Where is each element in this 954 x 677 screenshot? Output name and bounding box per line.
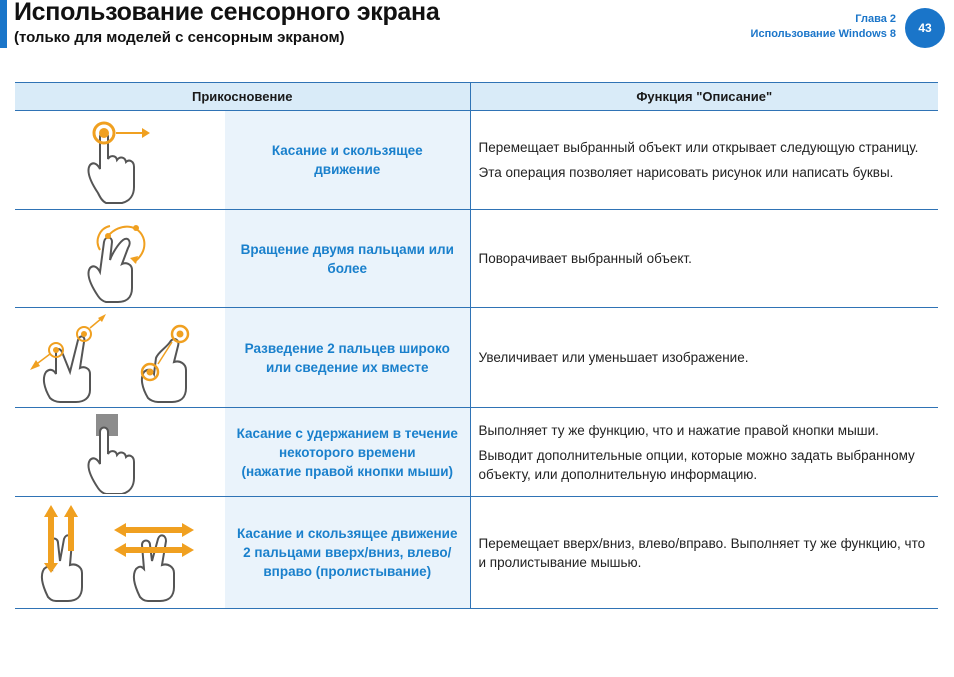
gesture-description: Увеличивает или уменьшает изображение.	[470, 308, 938, 408]
pinch-zoom-gesture-icon	[15, 308, 225, 408]
table-row	[15, 111, 938, 210]
press-hold-gesture-icon	[15, 408, 225, 497]
rotate-gesture-icon	[15, 210, 225, 308]
gesture-name: Касание и скользящее движение 2 пальцами вверх/вниз, влево/ вправо (пролистывание)	[225, 497, 470, 609]
page-subtitle: (только для моделей с сенсорным экраном)	[14, 29, 345, 46]
gesture-description: Перемещает выбранный объект или открывает следующую страницу. Эта операция позволяет нарисовать рисунок или написать буквы.	[470, 111, 938, 210]
table-row	[15, 408, 938, 497]
chapter-name: Использование Windows 8	[750, 28, 896, 40]
page-number-badge: 43	[905, 8, 945, 48]
tap-slide-gesture-icon	[15, 111, 225, 210]
gesture-name: Разведение 2 пальцев широко или сведение их вместе	[225, 308, 470, 408]
gestures-table	[15, 82, 938, 609]
gesture-name: Касание с удержанием в течение некоторого времени (нажатие правой кнопки мыши)	[225, 408, 470, 497]
table-row	[15, 497, 938, 609]
gesture-description: Выполняет ту же функцию, что и нажатие правой кнопки мыши. Выводит дополнительные опции, которые можно задать выбранному объекту, или дополнительную информацию.	[470, 408, 938, 497]
col-header-function: Функция "Описание"	[470, 83, 938, 111]
table-header-row	[15, 83, 938, 111]
chapter-info	[751, 12, 896, 42]
col-header-gesture: Прикосновение	[15, 83, 470, 111]
gesture-name: Вращение двумя пальцами или более	[225, 210, 470, 308]
table-row	[15, 210, 938, 308]
table-row	[15, 308, 938, 408]
gesture-description: Поворачивает выбранный объект.	[470, 210, 938, 308]
header-accent-bar	[0, 0, 7, 48]
gesture-name: Касание и скользящее движение	[225, 111, 470, 210]
two-finger-swipe-gesture-icon	[15, 497, 225, 609]
gesture-description: Перемещает вверх/вниз, влево/вправо. Выполняет ту же функцию, что и пролистывание мышью.	[470, 497, 938, 609]
page-title: Использование сенсорного экрана	[14, 0, 440, 26]
chapter-label: Глава 2	[855, 13, 896, 25]
